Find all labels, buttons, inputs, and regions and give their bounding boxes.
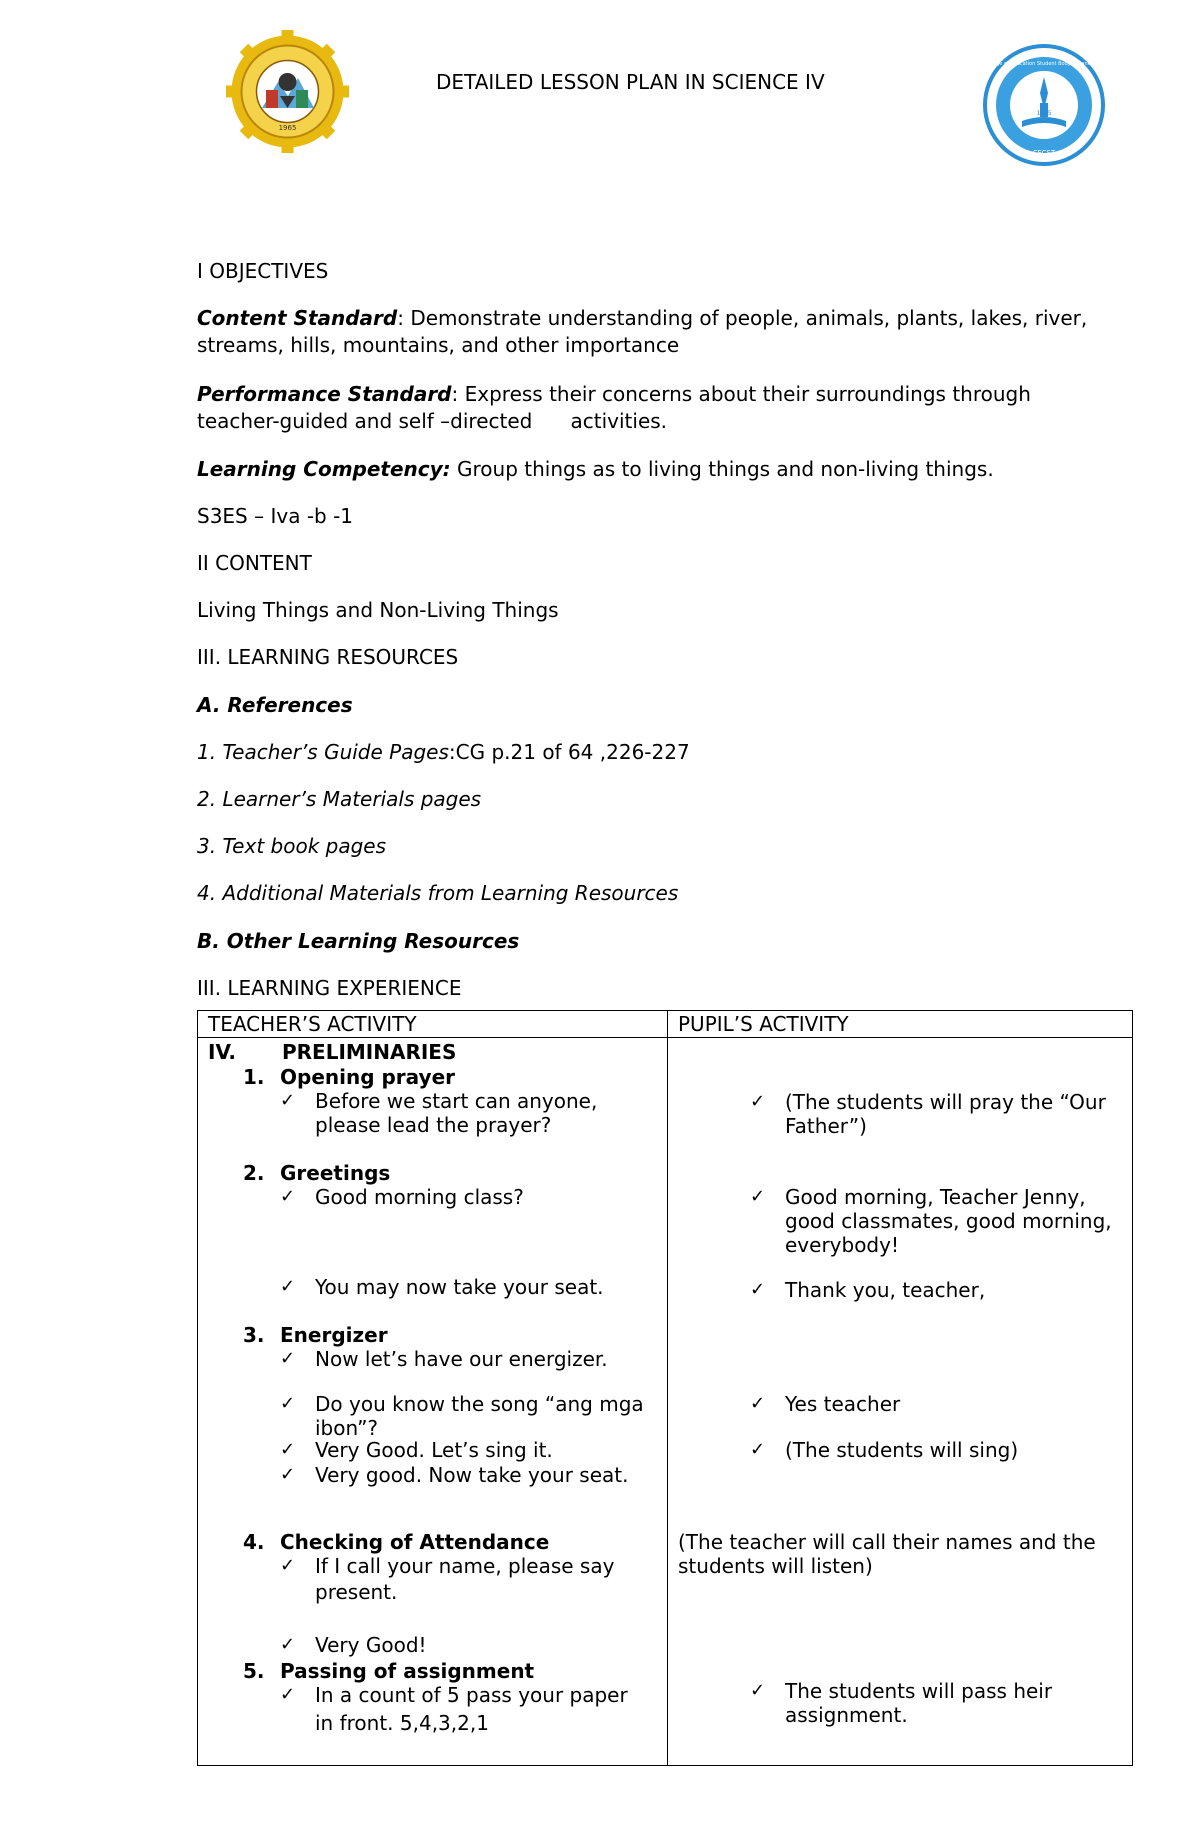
reference-3: 3. Text book pages (197, 834, 387, 858)
check-icon: ✓ (280, 1634, 296, 1655)
pupil-4: Yes teacher (785, 1392, 901, 1416)
step-4b: Very Good! (315, 1633, 427, 1657)
prelim-number: IV. (208, 1040, 236, 1064)
check-icon: ✓ (750, 1393, 766, 1414)
performance-standard-label: Performance Standard (197, 382, 452, 406)
pupil-1-line2: Father”) (785, 1114, 867, 1138)
check-icon: ✓ (280, 1464, 296, 1485)
student-body-seal-logo (982, 43, 1106, 167)
check-icon: ✓ (280, 1439, 296, 1460)
teacher-activity-cell (198, 1038, 668, 1766)
right-logo-ring-text: College of Education Student Body Organization (983, 61, 1105, 67)
step-1-heading: Opening prayer (280, 1065, 456, 1089)
check-icon: ✓ (750, 1680, 766, 1701)
pupil-2-line2: good classmates, good morning, (785, 1209, 1112, 1233)
content-heading: II CONTENT (197, 551, 312, 575)
pupil-7-line1: The students will pass heir (785, 1679, 1053, 1703)
check-icon: ✓ (750, 1091, 766, 1112)
step-3c: Very Good. Let’s sing it. (315, 1438, 553, 1462)
references-heading: A. References (197, 693, 353, 717)
step-2-number: 2. (243, 1161, 265, 1185)
learning-competency-text: Group things as to living things and non-living things. (450, 457, 994, 481)
check-icon: ✓ (280, 1393, 296, 1414)
reference-1-value: :CG p.21 of 64 ,226-227 (448, 740, 690, 764)
performance-standard-line1 (197, 381, 1031, 408)
pupil-column-header: PUPIL’S ACTIVITY (668, 1011, 1133, 1038)
check-icon: ✓ (280, 1090, 296, 1111)
check-icon: ✓ (750, 1279, 766, 1300)
reference-1 (197, 739, 690, 766)
step-4a-line1: If I call your name, please say (315, 1554, 615, 1578)
pupil-7-line2: assignment. (785, 1703, 908, 1727)
step-5-number: 5. (243, 1659, 265, 1683)
step-3-number: 3. (243, 1323, 265, 1347)
pupil-2-line1: Good morning, Teacher Jenny, (785, 1185, 1086, 1209)
check-icon: ✓ (750, 1439, 766, 1460)
objectives-heading: I OBJECTIVES (197, 259, 329, 283)
pupil-3: Thank you, teacher, (785, 1278, 986, 1302)
performance-standard-text: : Express their concerns about their surroundings through (451, 382, 1031, 406)
content-standard-label: Content Standard (197, 306, 398, 330)
step-5a-line2: in front. 5,4,3,2,1 (315, 1711, 489, 1735)
pupil-5: (The students will sing) (785, 1438, 1019, 1462)
learning-competency (197, 456, 994, 483)
step-3b-line2: ibon”? (315, 1416, 379, 1440)
reference-2: 2. Learner’s Materials pages (197, 787, 482, 811)
pupil-activity-cell (668, 1038, 1133, 1766)
step-3-heading: Energizer (280, 1323, 388, 1347)
step-1-number: 1. (243, 1065, 265, 1089)
content-standard-line2: streams, hills, mountains, and other importance (197, 333, 680, 357)
step-3b-line1: Do you know the song “ang mga (315, 1392, 644, 1416)
step-2b: You may now take your seat. (315, 1275, 604, 1299)
teacher-column-header: TEACHER’S ACTIVITY (198, 1011, 668, 1038)
right-logo-year: 1965 (1036, 110, 1052, 117)
step-3d: Very good. Now take your seat. (315, 1463, 629, 1487)
learning-competency-label: Learning Competency: (197, 457, 451, 481)
prelim-heading: PRELIMINARIES (282, 1040, 457, 1064)
pupil-6-line2: students will listen) (678, 1554, 873, 1578)
resources-heading: III. LEARNING RESOURCES (197, 645, 459, 669)
pupil-1-line1: (The students will pray the “Our (785, 1090, 1106, 1114)
competency-code: S3ES – Iva -b -1 (197, 504, 354, 528)
learning-experience-heading: III. LEARNING EXPERIENCE (197, 976, 462, 1000)
performance-standard-line2: teacher-guided and self –directed activities. (197, 409, 668, 433)
pupil-6-line1: (The teacher will call their names and the (678, 1530, 1096, 1554)
check-icon: ✓ (280, 1276, 296, 1297)
activity-table (197, 1010, 1133, 1766)
reference-4: 4. Additional Materials from Learning Resources (197, 881, 679, 905)
step-3a: Now let’s have our energizer. (315, 1347, 608, 1371)
pupil-2-line3: everybody! (785, 1233, 899, 1257)
step-2a: Good morning class? (315, 1185, 524, 1209)
step-5a-line1: In a count of 5 pass your paper (315, 1683, 628, 1707)
step-4a-line2: present. (315, 1580, 398, 1604)
school-seal-logo (226, 30, 349, 153)
reference-1-label: 1. Teacher’s Guide Pages (197, 740, 449, 764)
check-icon: ✓ (750, 1186, 766, 1207)
right-logo-bottom-text: CFCST (1032, 149, 1056, 157)
check-icon: ✓ (280, 1684, 296, 1705)
step-4-number: 4. (243, 1530, 265, 1554)
document-title: DETAILED LESSON PLAN IN SCIENCE IV (436, 70, 825, 94)
check-icon: ✓ (280, 1348, 296, 1369)
step-1a-line2: please lead the prayer? (315, 1113, 552, 1137)
step-1a-line1: Before we start can anyone, (315, 1089, 598, 1113)
left-logo-year: 1965 (278, 124, 297, 132)
step-4-heading: Checking of Attendance (280, 1530, 550, 1554)
other-resources-heading: B. Other Learning Resources (197, 929, 520, 953)
content-standard-text: : Demonstrate understanding of people, animals, plants, lakes, river, (397, 306, 1088, 330)
check-icon: ✓ (280, 1186, 296, 1207)
content-standard-line1 (197, 305, 1087, 332)
check-icon: ✓ (280, 1555, 296, 1576)
content-text: Living Things and Non-Living Things (197, 598, 559, 622)
step-2-heading: Greetings (280, 1161, 391, 1185)
step-5-heading: Passing of assignment (280, 1659, 535, 1683)
